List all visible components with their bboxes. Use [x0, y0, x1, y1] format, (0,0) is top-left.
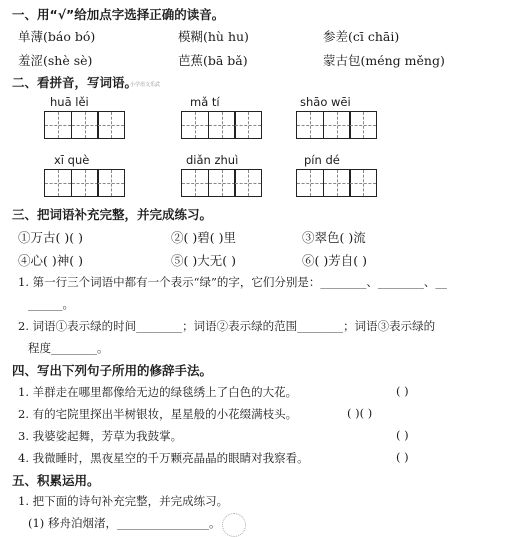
pinyin-label: xī què	[54, 153, 90, 167]
section3-heading: 三、把词语补充完整，并完成练习。	[12, 207, 213, 222]
rhetoric-question: 2. 有的宅院里探出半树银妆，星星般的小花缀满枝头。	[18, 407, 298, 421]
answer-blank[interactable]: ( )	[396, 428, 409, 442]
idiom-fill-item[interactable]: ②( )碧( )里	[171, 230, 236, 245]
section5-heading: 五、积累运用。	[12, 473, 100, 488]
pinyin-label: shāo wēi	[300, 95, 351, 109]
pronunciation-item[interactable]: 蒙古包(méng měng)	[323, 53, 445, 68]
pronunciation-item[interactable]: 单薄(báo bó)	[18, 29, 96, 44]
poem-fill-item[interactable]: (1) 移舟泊烟渚，________________。	[28, 516, 221, 530]
section1-heading: 一、用“√”给加点字选择正确的读音。	[12, 7, 225, 22]
writing-grid[interactable]	[181, 111, 261, 139]
decoration-circle	[222, 513, 246, 537]
idiom-fill-item[interactable]: ③翠色( )流	[302, 230, 366, 245]
answer-blank[interactable]: ( )( )	[347, 406, 373, 420]
rhetoric-question: 1. 羊群走在哪里都像给无边的绿毯绣上了白色的大花。	[18, 385, 298, 399]
question-text[interactable]: 程度________。	[28, 341, 109, 355]
pronunciation-item[interactable]: 羞涩(shè sè)	[18, 53, 93, 68]
rhetoric-question: 3. 我婆娑起舞，芳草为我鼓掌。	[18, 429, 183, 443]
idiom-fill-item[interactable]: ⑥( )芳自( )	[302, 253, 367, 268]
idiom-fill-item[interactable]: ④心( )神( )	[18, 253, 83, 268]
pinyin-label: huā lěi	[50, 95, 89, 109]
writing-grid[interactable]	[296, 111, 376, 139]
idiom-fill-item[interactable]: ⑤( )大无( )	[171, 253, 236, 268]
pinyin-label: mǎ tí	[190, 95, 220, 109]
answer-blank[interactable]: ( )	[396, 384, 409, 398]
pronunciation-item[interactable]: 模糊(hù hu)	[178, 29, 249, 44]
writing-grid[interactable]	[296, 169, 376, 197]
section2-heading: 二、看拼音，写词语。	[12, 75, 138, 90]
writing-grid[interactable]	[44, 169, 124, 197]
question-text: 1. 把下面的诗句补充完整，并完成练习。	[18, 494, 229, 508]
question-text[interactable]: 1. 第一行三个词语中都有一个表示“绿”的字，它们分别是：________、________、__	[18, 275, 447, 289]
pronunciation-item[interactable]: 参差(cī chāi)	[323, 29, 400, 44]
answer-blank[interactable]: ( )	[396, 450, 409, 464]
watermark-text: 小学语文乐武	[130, 82, 161, 88]
question-text[interactable]: 2. 词语①表示绿的时间________；词语②表示绿的范围________；词语③表示绿的	[18, 319, 436, 333]
pinyin-label: diǎn zhuì	[186, 153, 239, 167]
writing-grid[interactable]	[44, 111, 124, 139]
pinyin-label: pín dé	[304, 153, 340, 167]
writing-grid[interactable]	[181, 169, 261, 197]
pronunciation-item[interactable]: 芭蕉(bā bǎ)	[178, 53, 248, 68]
section4-heading: 四、写出下列句子所用的修辞手法。	[12, 363, 213, 378]
rhetoric-question: 4. 我微睡时，黑夜星空的千万颗亮晶晶的眼睛对我察看。	[18, 451, 309, 465]
idiom-fill-item[interactable]: ①万古( )( )	[18, 230, 83, 245]
question-text[interactable]: ______。	[28, 297, 74, 311]
